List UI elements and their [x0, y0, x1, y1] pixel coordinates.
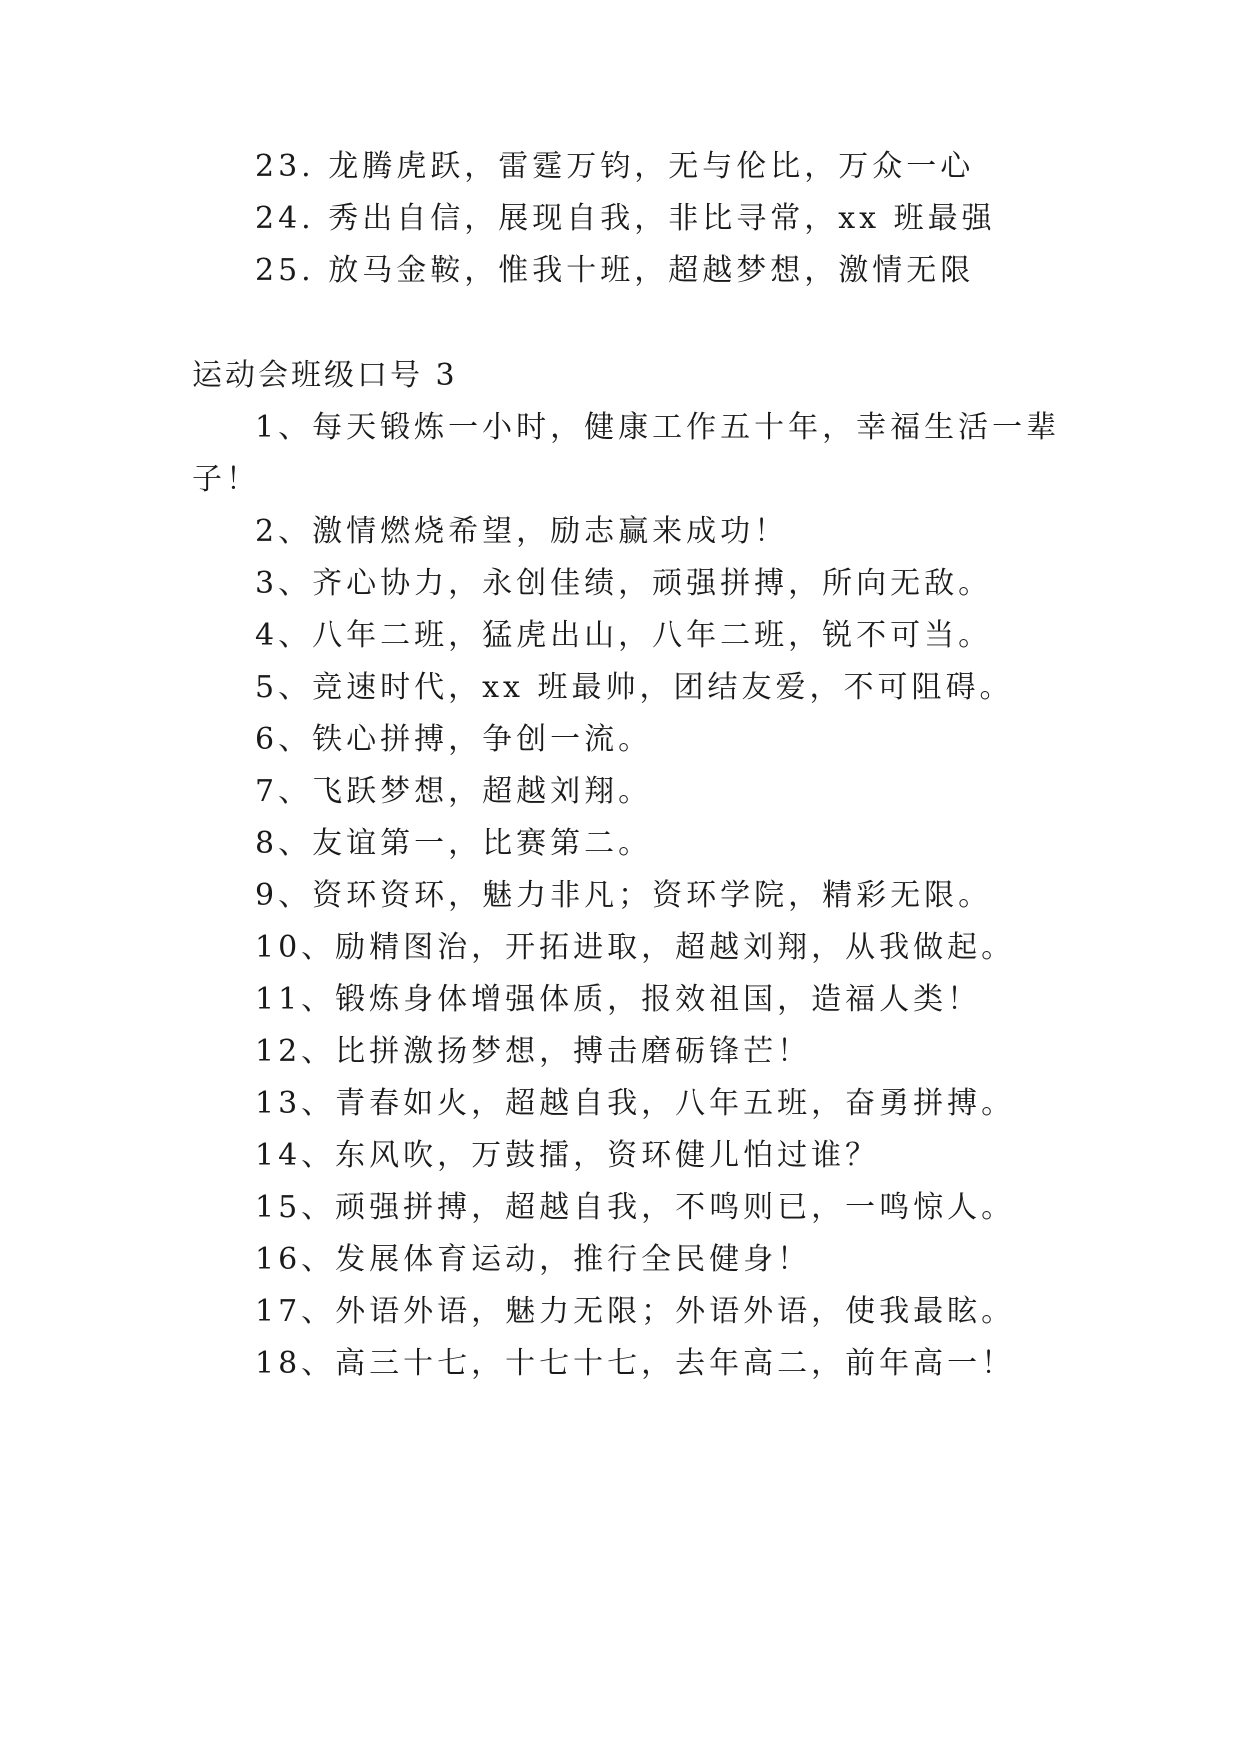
- list-item: 15、顽强拼搏，超越自我，不鸣则已，一鸣惊人。: [255, 1190, 1016, 1225]
- list-item: 14、东风吹，万鼓擂，资环健儿怕过谁？: [255, 1138, 880, 1173]
- list-item: 6、铁心拼搏，争创一流。: [255, 722, 653, 757]
- list-item: 4、八年二班，猛虎出山，八年二班，锐不可当。: [255, 618, 993, 653]
- list-item: 24. 秀出自信，展现自我，非比寻常，xx 班最强: [255, 201, 996, 236]
- list-item: 3、齐心协力，永创佳绩，顽强拼搏，所向无敌。: [255, 566, 993, 601]
- list-item: 2、激情燃烧希望，励志赢来成功！: [255, 514, 789, 549]
- list-item: 5、竞速时代，xx 班最帅，团结友爱，不可阻碍。: [255, 670, 1014, 705]
- list-item-continuation: 子！: [192, 462, 260, 497]
- list-item: 11、锻炼身体增强体质，报效祖国，造福人类！: [255, 982, 982, 1017]
- list-item: 16、发展体育运动，推行全民健身！: [255, 1242, 812, 1277]
- list-item: 25. 放马金鞍，惟我十班，超越梦想，激情无限: [255, 253, 975, 288]
- list-item: 13、青春如火，超越自我，八年五班，奋勇拼搏。: [255, 1086, 1016, 1121]
- list-item: 17、外语外语，魅力无限；外语外语，使我最眩。: [255, 1294, 1016, 1329]
- list-item: 9、资环资环，魅力非凡；资环学院，精彩无限。: [255, 878, 993, 913]
- list-item: 18、高三十七，十七十七，去年高二，前年高一！: [255, 1346, 1016, 1381]
- section-title: 运动会班级口号 3: [192, 358, 458, 393]
- list-item: 1、每天锻炼一小时，健康工作五十年，幸福生活一辈: [255, 410, 1061, 445]
- list-item: 10、励精图治，开拓进取，超越刘翔，从我做起。: [255, 930, 1016, 965]
- list-item: 8、友谊第一，比赛第二。: [255, 826, 653, 861]
- list-item: 23. 龙腾虎跃，雷霆万钧，无与伦比，万众一心: [255, 149, 975, 184]
- list-item: 12、比拼激扬梦想，搏击磨砺锋芒！: [255, 1034, 812, 1069]
- list-item: 7、飞跃梦想，超越刘翔。: [255, 774, 653, 809]
